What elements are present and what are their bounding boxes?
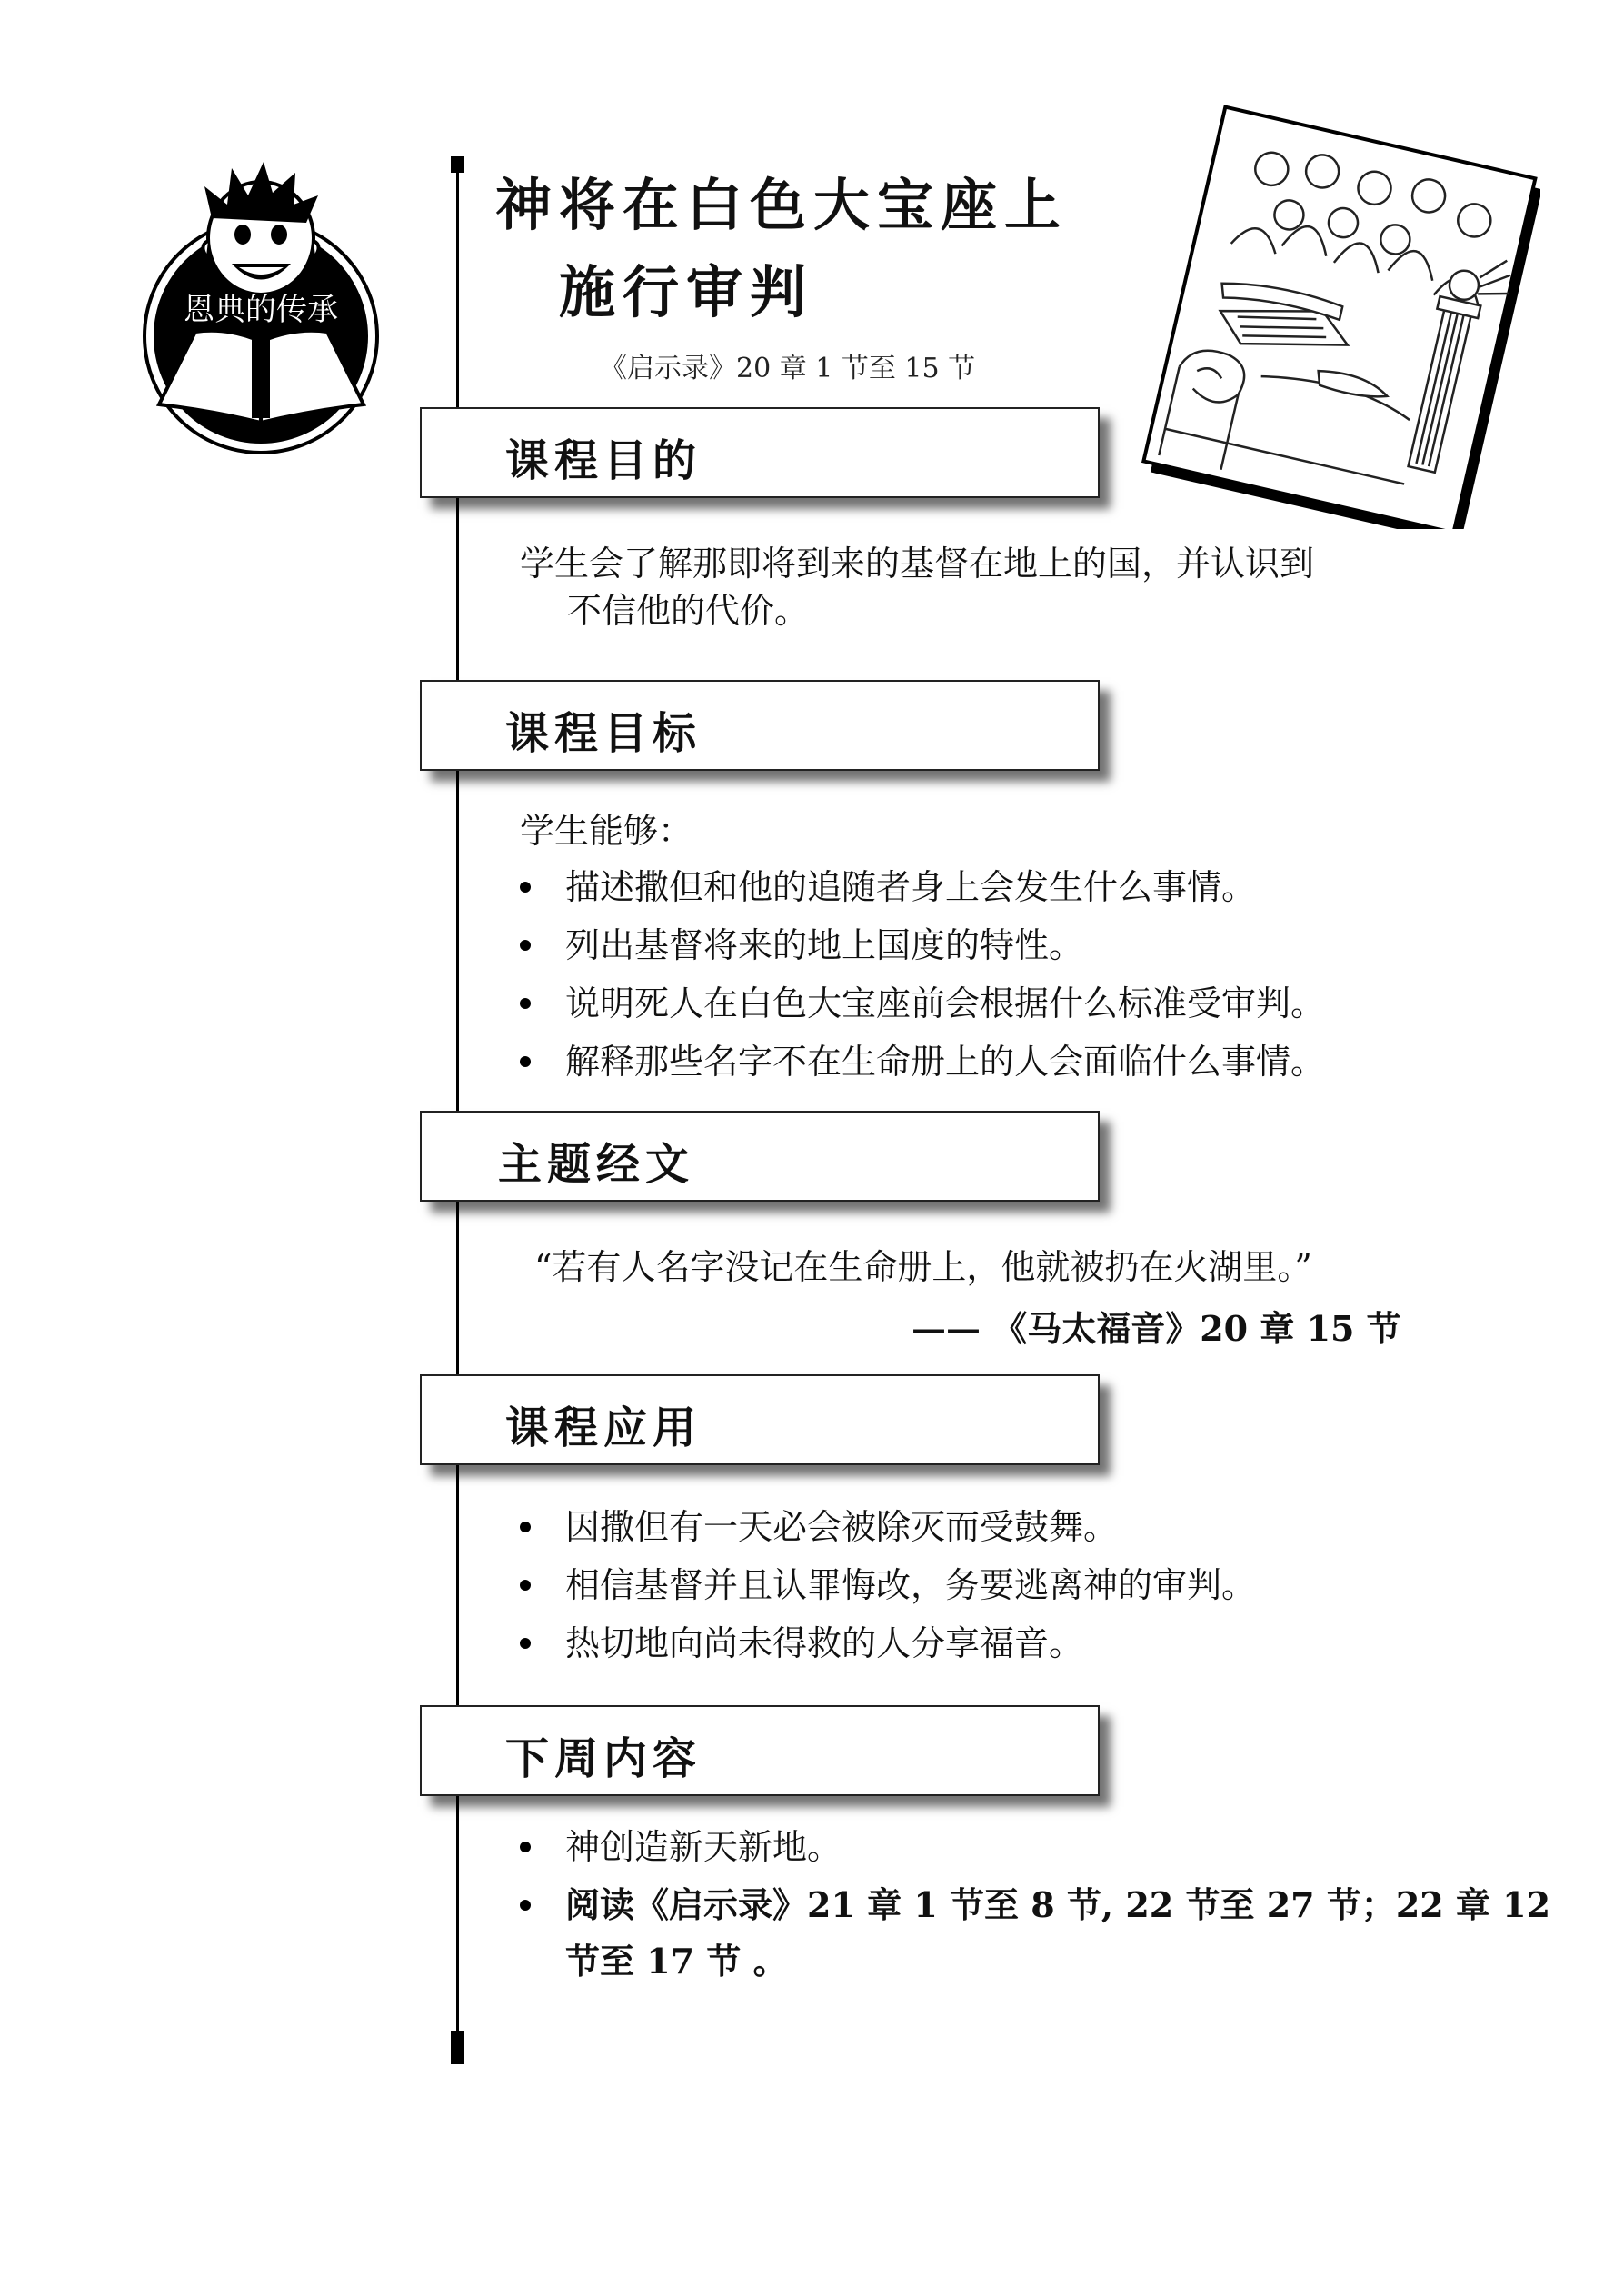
bullet-icon xyxy=(520,1900,531,1911)
theme-verse-quote: “若有人名字没记在生命册上，他就被扔在火湖里。” xyxy=(534,1247,1312,1287)
objectives-list xyxy=(509,863,1325,1096)
section-title: 课程目的 xyxy=(505,435,702,486)
list-item: 因撒但有一天必会被除灭而受鼓舞。 xyxy=(509,1503,1256,1551)
bullet-icon xyxy=(520,1638,531,1649)
lesson-title xyxy=(495,162,1068,336)
timeline-cap-top xyxy=(451,156,464,173)
series-logo xyxy=(141,155,382,454)
purpose-text-line-1: 学生会了解那即将到来的基督在地上的国，并认识到 xyxy=(520,544,1315,584)
section-title: 下周内容 xyxy=(505,1733,702,1784)
judgment-illustration xyxy=(1141,102,1540,529)
list-item: 列出基督将来的地上国度的特性。 xyxy=(509,922,1325,969)
list-item: 说明死人在白色大宝座前会根据什么标准受审判。 xyxy=(509,980,1325,1027)
list-item: 描述撒但和他的追随者身上会发生什么事情。 xyxy=(509,863,1325,911)
series-name: 恩典的传承 xyxy=(184,292,338,328)
section-header-next-week xyxy=(420,1705,1100,1796)
section-title: 课程目标 xyxy=(505,708,702,759)
next-week-list xyxy=(509,1823,1550,1996)
objectives-intro: 学生能够： xyxy=(520,811,693,851)
section-header-theme-verse xyxy=(420,1111,1100,1202)
list-item: 解释那些名字不在生命册上的人会面临什么事情。 xyxy=(509,1038,1325,1085)
section-header-application xyxy=(420,1374,1100,1465)
list-item: 阅读《启示录》21 章 1 节至 8 节, 22 节至 27 节；22 章 12 xyxy=(509,1882,1550,1929)
bullet-icon xyxy=(520,1842,531,1852)
theme-verse-citation: —— 《马太福音》20 章 15 节 xyxy=(912,1308,1401,1349)
title-line-1: 神将在白色大宝座上 xyxy=(495,172,1069,238)
timeline-cap-bottom xyxy=(451,2031,464,2064)
bullet-icon xyxy=(520,882,531,893)
bullet-icon xyxy=(520,1056,531,1067)
list-item: 相信基督并且认罪悔改，务要逃离神的审判。 xyxy=(509,1562,1256,1609)
application-list xyxy=(509,1503,1256,1678)
bullet-icon xyxy=(520,1522,531,1532)
section-header-purpose xyxy=(420,407,1100,498)
list-item: 热切地向尚未得救的人分享福音。 xyxy=(509,1620,1256,1667)
section-title: 课程应用 xyxy=(505,1403,702,1453)
section-title: 主题经文 xyxy=(498,1139,695,1190)
list-item-continuation: 节至 17 节 。 xyxy=(565,1941,788,1982)
scripture-reference: 《启示录》20 章 1 节至 15 节 xyxy=(600,353,976,384)
title-line-2: 施行审判 xyxy=(559,259,814,325)
bullet-icon xyxy=(520,998,531,1009)
list-item: 神创造新天新地。 xyxy=(509,1823,1550,1871)
bullet-icon xyxy=(520,940,531,951)
bullet-icon xyxy=(520,1580,531,1591)
purpose-text-line-2: 不信他的代价。 xyxy=(567,591,810,631)
section-header-objectives xyxy=(420,680,1100,771)
